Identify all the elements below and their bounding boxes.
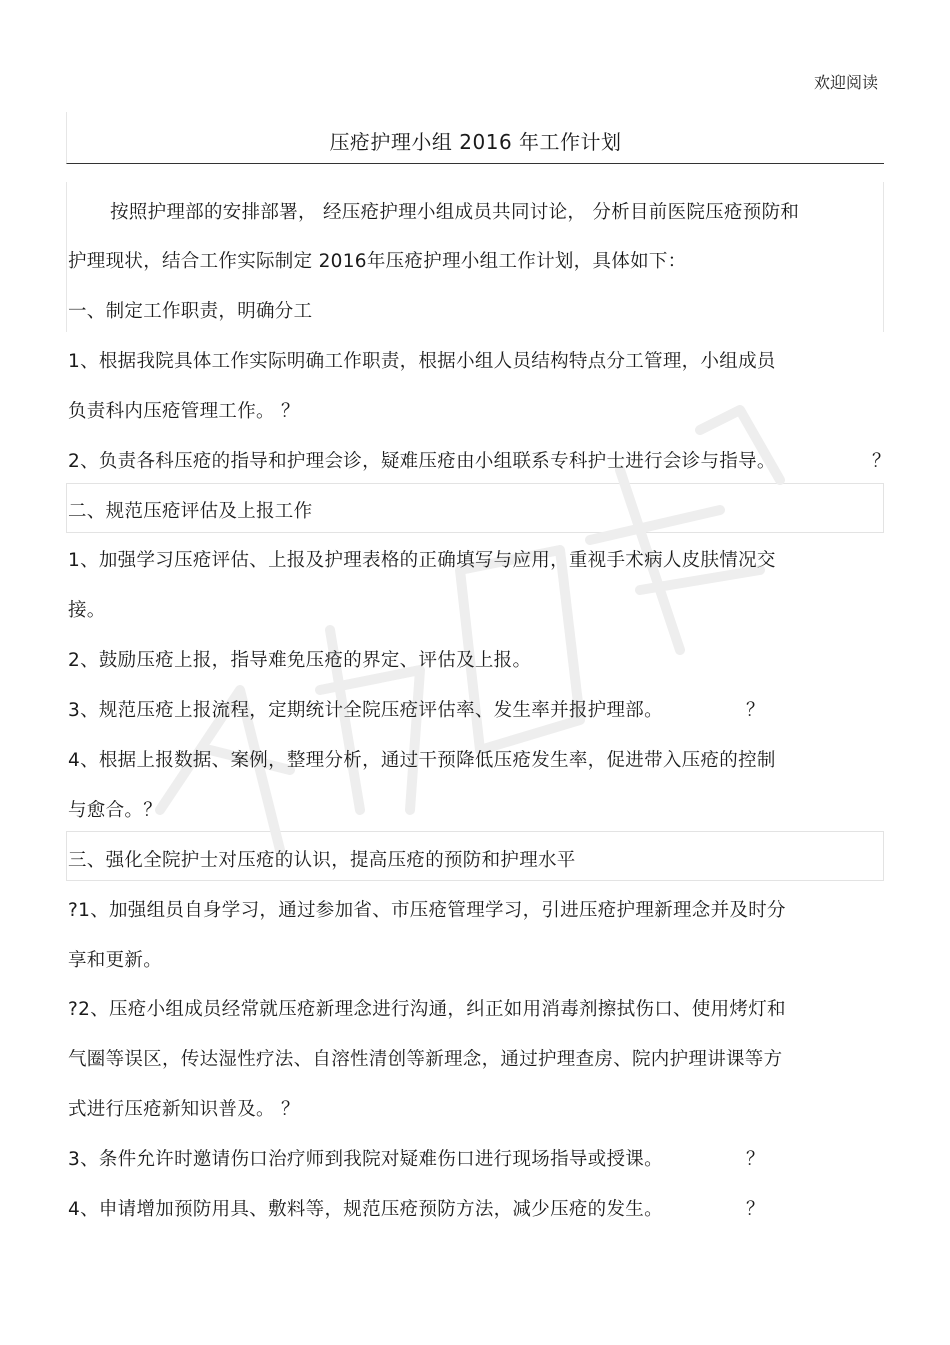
- trailing-mark: ？: [746, 1149, 765, 1170]
- title-row: [66, 112, 884, 164]
- paragraph-line-2: 护理现状，结合工作实际制定 2016年压疮护理小组工作计划，具体如下：: [68, 251, 687, 272]
- list-item-2-1-cont: 接。: [68, 600, 106, 621]
- header-note: 欢迎阅读: [813, 73, 878, 92]
- paragraph-line-1: 按照护理部的安排部署， 经压疮护理小组成员共同讨论， 分析目前医院压疮预防和: [110, 202, 800, 223]
- trailing-mark: ？: [746, 1199, 765, 1220]
- document-title: 压疮护理小组 2016 年工作计划: [329, 130, 622, 154]
- list-item-3-2-cont-2: 式进行压疮新知识普及。 ？: [68, 1099, 300, 1120]
- list-item-3-3: 3、条件允许时邀请伤口治疗师到我院对疑难伤口进行现场指导或授课。: [68, 1149, 663, 1170]
- trailing-mark: ？: [872, 451, 891, 472]
- list-item-3-1-cont: 享和更新。: [68, 950, 163, 971]
- section-heading-3: 三、强化全院护士对压疮的认识，提高压疮的预防和护理水平: [68, 850, 576, 871]
- list-item-1-2: 2、负责各科压疮的指导和护理会诊，疑难压疮由小组联系专科护士进行会诊与指导。: [68, 451, 776, 472]
- list-item-2-3: 3、规范压疮上报流程，定期统计全院压疮评估率、发生率并报护理部。: [68, 700, 663, 721]
- list-item-2-4: 4、根据上报数据、案例，整理分析，通过干预降低压疮发生率，促进带入压疮的控制: [68, 750, 776, 771]
- section-heading-1: 一、制定工作职责，明确分工: [68, 301, 313, 322]
- list-item-3-1: ?1、加强组员自身学习，通过参加省、市压疮管理学习，引进压疮护理新理念并及时分: [68, 900, 786, 921]
- list-item-2-1: 1、加强学习压疮评估、上报及护理表格的正确填写与应用，重视手术病人皮肤情况交: [68, 550, 776, 571]
- list-item-1-1-cont: 负责科内压疮管理工作。 ？: [68, 401, 300, 422]
- list-item-3-4: 4、申请增加预防用具、敷料等，规范压疮预防方法，减少压疮的发生。: [68, 1199, 663, 1220]
- section-heading-2: 二、规范压疮评估及上报工作: [68, 501, 313, 522]
- list-item-2-4-cont: 与愈合。？: [68, 800, 163, 821]
- list-item-3-2: ?2、压疮小组成员经常就压疮新理念进行沟通，纠正如用消毒剂擦拭伤口、使用烤灯和: [68, 999, 786, 1020]
- list-item-2-2: 2、鼓励压疮上报，指导难免压疮的界定、评估及上报。: [68, 650, 532, 671]
- list-item-1-1: 1、根据我院具体工作实际明确工作职责，根据小组人员结构特点分工管理，小组成员: [68, 351, 776, 372]
- trailing-mark: ？: [746, 700, 765, 721]
- list-item-3-2-cont: 气圈等误区，传达湿性疗法、自溶性清创等新理念，通过护理查房、院内护理讲课等方: [68, 1049, 783, 1070]
